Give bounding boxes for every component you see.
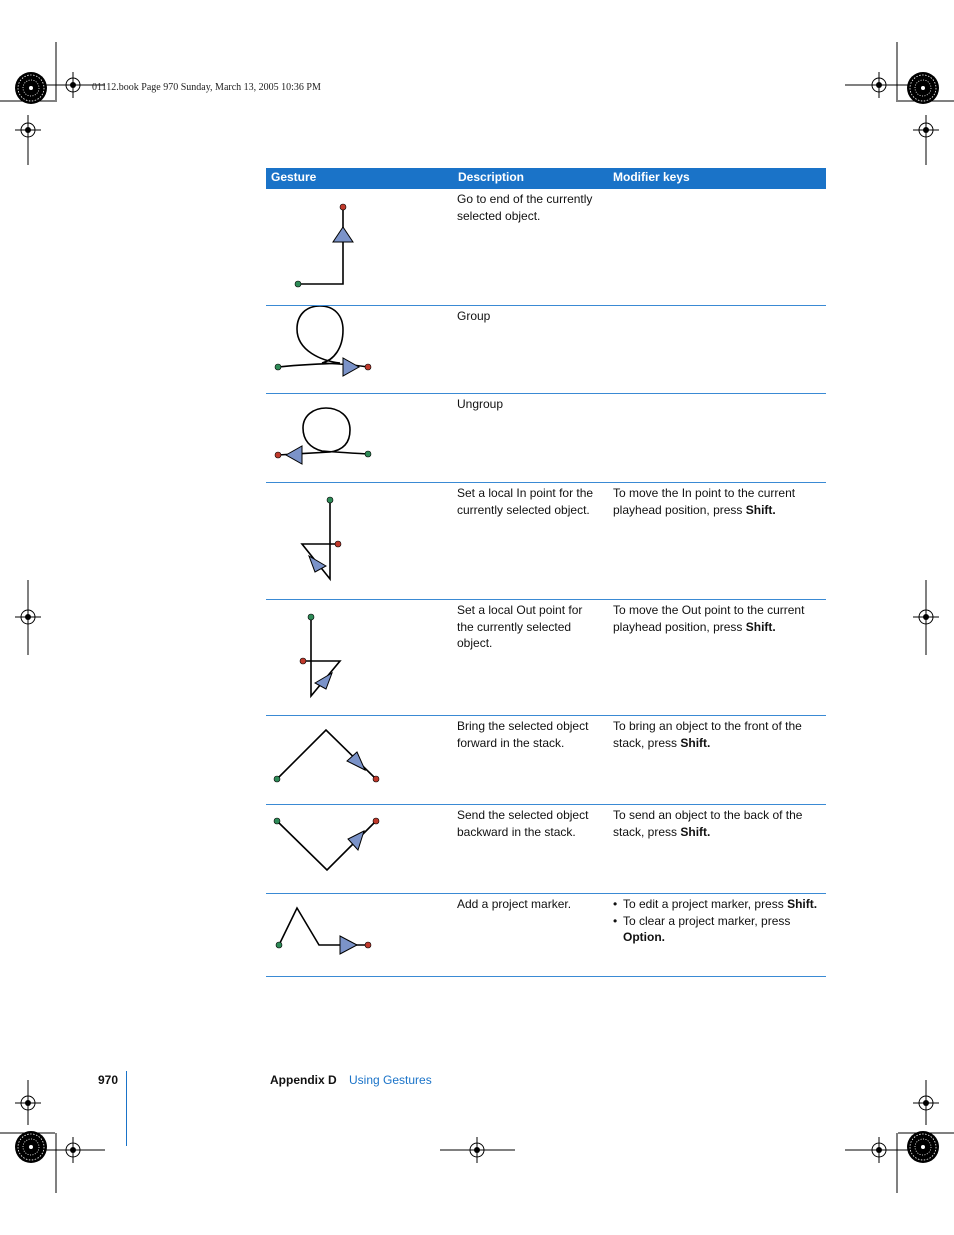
table-row (266, 189, 826, 306)
table-row (266, 394, 826, 483)
ungroup-gesture-icon (266, 394, 446, 482)
footer-divider (126, 1071, 127, 1146)
row-modifier (613, 896, 823, 946)
printer-mark: 01112.book Page 970 Sunday, March 13, 2005 10:36 PM (92, 82, 321, 93)
table-row (266, 894, 826, 977)
table-header (266, 168, 826, 189)
list-item: • To clear a project marker, press Option. (613, 913, 823, 946)
add-project-marker-gesture-icon (266, 894, 446, 976)
header-gesture: Gesture (271, 170, 317, 184)
row-modifier: To send an object to the back of the stack, press Shift. (613, 808, 803, 839)
local-in-point-gesture-icon (266, 483, 446, 599)
header-modifier-keys: Modifier keys (613, 170, 690, 184)
footer-appendix-label: Appendix D (270, 1073, 337, 1087)
table-row (266, 306, 826, 394)
row-modifier: To move the Out point to the current playhead position, press Shift. (613, 603, 805, 634)
list-item: • To edit a project marker, press Shift. (613, 896, 823, 913)
send-backward-gesture-icon (266, 805, 446, 893)
row-description: Ungroup (457, 397, 504, 411)
modifier-bullet-list (613, 896, 823, 946)
go-to-end-gesture-icon (266, 189, 446, 305)
footer-chapter-link[interactable]: Using Gestures (349, 1073, 432, 1087)
row-description: Bring the selected object forward in the stack. (457, 719, 589, 750)
bring-forward-gesture-icon (266, 716, 446, 804)
header-description: Description (458, 170, 525, 184)
table-row (266, 483, 826, 600)
row-description: Send the selected object backward in the stack. (457, 808, 589, 839)
table-row (266, 805, 826, 894)
table-row (266, 600, 826, 716)
row-description: Set a local In point for the currently selected object. (457, 486, 594, 517)
local-out-point-gesture-icon (266, 600, 446, 715)
row-description: Add a project marker. (457, 897, 572, 911)
table-row (266, 716, 826, 805)
page-number: 970 (98, 1073, 119, 1087)
row-description: Set a local Out point for the currently selected object. (457, 603, 583, 650)
row-description: Go to end of the currently selected object. (457, 192, 593, 223)
group-gesture-icon (266, 306, 446, 393)
row-modifier: To bring an object to the front of the stack, press Shift. (613, 719, 802, 750)
row-modifier: To move the In point to the current playhead position, press Shift. (613, 486, 796, 517)
row-description: Group (457, 309, 491, 323)
